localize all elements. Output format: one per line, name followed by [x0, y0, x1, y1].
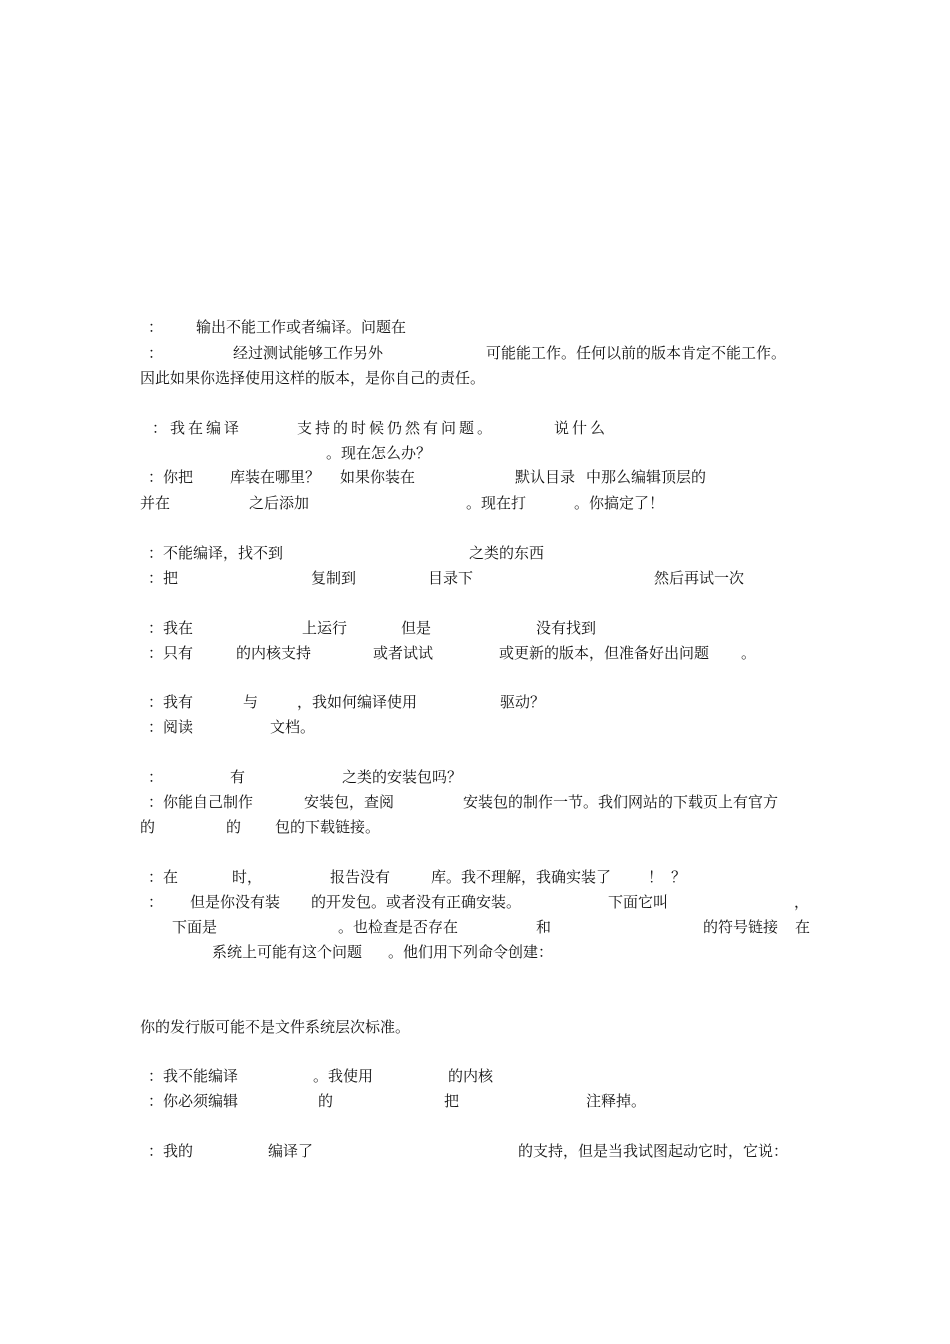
text-segment: 经过测试能够工作另外	[233, 344, 384, 362]
text-segment: 或者试试	[373, 644, 434, 662]
text-segment: 。现在怎么办？	[326, 444, 432, 462]
text-segment: 驱动？	[500, 693, 546, 711]
text-segment: 安装包的制作一节。我们网站的下载页上有官方	[463, 793, 779, 811]
text-segment: 或更新的版本，但准备好出问题	[499, 644, 710, 662]
text-segment: ：把	[148, 569, 179, 587]
text-segment: 目录下	[428, 569, 474, 587]
text-segment: 。	[741, 644, 757, 662]
text-segment: ：你能自己制作	[148, 793, 254, 811]
text-segment: 如果你装在	[340, 468, 416, 486]
text-segment: 时，	[232, 868, 263, 886]
text-segment: 安装包，查阅	[304, 793, 395, 811]
text-segment: ，我如何编译使用	[297, 693, 418, 711]
text-segment: ：	[148, 893, 164, 911]
text-segment: 。我使用	[313, 1067, 374, 1085]
text-segment: 在	[795, 918, 811, 936]
text-segment: ：我有	[148, 693, 194, 711]
text-segment: 并在	[140, 494, 171, 512]
text-segment: ：	[148, 318, 164, 336]
text-segment: 上运行	[302, 619, 348, 637]
text-segment: 文档。	[270, 718, 316, 736]
text-segment: 。现在打	[466, 494, 527, 512]
text-segment: 库装在哪里？	[230, 468, 321, 486]
text-segment: ：	[148, 768, 164, 786]
text-segment: ：你把	[148, 468, 194, 486]
text-segment: 的符号链接	[703, 918, 779, 936]
text-segment: 因此如果你选择使用这样的版本，是你自己的责任。	[140, 369, 486, 387]
text-segment: 系统上可能有这个问题	[212, 943, 363, 961]
text-segment: 报告没有	[330, 868, 391, 886]
text-segment: ：阅读	[148, 718, 194, 736]
text-segment: 下面它叫	[608, 893, 669, 911]
text-segment: 下面是	[172, 918, 218, 936]
text-segment: ！？	[648, 868, 695, 886]
text-segment: 但是	[401, 619, 432, 637]
text-segment: 默认目录	[515, 468, 576, 486]
text-segment: 与	[243, 693, 259, 711]
text-segment: ：你必须编辑	[148, 1092, 239, 1110]
text-segment: 支持的时候仍然有问题。	[297, 419, 496, 437]
text-segment: ：只有	[148, 644, 194, 662]
text-segment: 。也检查是否存在	[338, 918, 459, 936]
text-segment: 没有找到	[536, 619, 597, 637]
text-segment: 的开发包。或者没有正确安装。	[311, 893, 522, 911]
text-segment: ：在	[148, 868, 179, 886]
text-segment: 输出不能工作或者编译。问题在	[196, 318, 407, 336]
text-segment: 注释掉。	[586, 1092, 647, 1110]
text-segment: 复制到	[311, 569, 357, 587]
text-segment: 和	[536, 918, 552, 936]
text-segment: ：	[148, 344, 164, 362]
text-segment: ：我在	[148, 619, 194, 637]
text-segment: 的	[318, 1092, 334, 1110]
text-segment: 的	[140, 818, 156, 836]
text-segment: 但是你没有装	[190, 893, 281, 911]
text-segment: 有	[230, 768, 246, 786]
text-segment: 的内核	[448, 1067, 494, 1085]
text-segment: 的	[226, 818, 242, 836]
text-segment: 之类的安装包吗？	[342, 768, 463, 786]
text-segment: ，	[794, 893, 810, 911]
text-segment: 你的发行版可能不是文件系统层次标准。	[140, 1018, 411, 1036]
text-segment: 然后再试一次	[654, 569, 745, 587]
text-segment: 说什么	[554, 419, 609, 437]
text-segment: 之后添加	[249, 494, 310, 512]
text-segment: ：不能编译，找不到	[148, 544, 284, 562]
text-segment: 。他们用下列命令创建：	[388, 943, 554, 961]
text-segment: ：我的	[148, 1142, 194, 1160]
text-segment: ：我不能编译	[148, 1067, 239, 1085]
text-segment: 中那么编辑顶层的	[586, 468, 707, 486]
text-segment: 包的下载链接。	[275, 818, 381, 836]
text-segment: 的支持，但是当我试图起动它时，它说：	[518, 1142, 789, 1160]
text-segment: 可能能工作。任何以前的版本肯定不能工作。	[486, 344, 787, 362]
text-segment: ：我在编译	[152, 419, 243, 437]
text-segment: 之类的东西	[469, 544, 545, 562]
text-segment: 编译了	[268, 1142, 314, 1160]
text-segment: 库。我不理解，我确实装了	[431, 868, 612, 886]
text-segment: 的内核支持	[236, 644, 312, 662]
text-segment: 把	[444, 1092, 460, 1110]
text-segment: 。你搞定了！	[574, 494, 665, 512]
